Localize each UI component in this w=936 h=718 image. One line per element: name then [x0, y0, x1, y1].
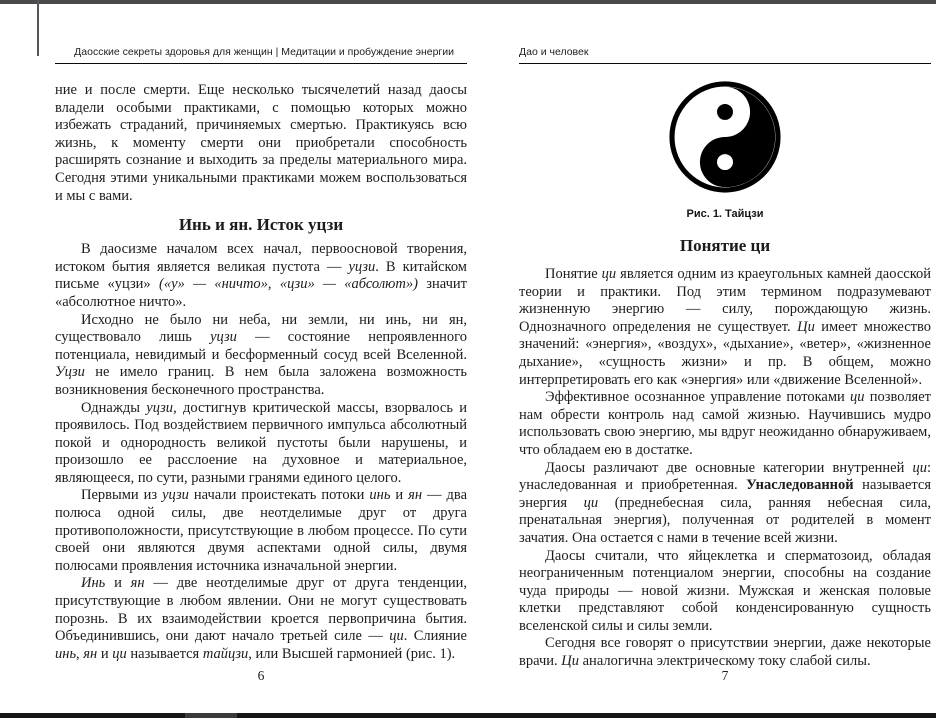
window-bottom-edge [0, 713, 936, 718]
body-paragraph: Даосы различают две основные категории внутренней ци: унаследованная и приобретенная. Унаследованной называется энергия ци (преднебесная сила, ранняя небесная сила, пренатальная энергия), полученная от родителей в момент зачатия. Она остается с нами в течение всей жизни. [519, 459, 932, 546]
body-paragraph: Исходно не было ни неба, ни земли, ни инь, ни ян, существовало лишь уцзи — состояние непроявленного потенциала, невидимый и бесформенный сосуд всей Вселенной. Уцзи не имело границ. В нем была заложена возможность возникновения бесконечного пространства. [55, 311, 467, 398]
body-paragraph: Инь и ян — две неотделимые друг от друга тенденции, присутствующие в любом явлении. Они не могут существовать порознь. В их взаимодействии кроется первопричина бытия. Объединившись, они дают начало третьей силе — ци. Слияние инь, ян и ци называется тайцзи, или Высшей гармонией (рис. 1). [55, 575, 468, 662]
window-top-edge [0, 0, 936, 4]
right-page [519, 46, 931, 671]
running-head-left: Даосские секреты здоровья для женщин | Медитации и пробуждение энергии [55, 46, 467, 64]
left-page-body [55, 82, 467, 663]
body-paragraph: Однажды уцзи, достигнув критической массы, взорвалось и проявилось. Под воздействием первичного импульса абсолютный покой и однородность великой пустоты были нарушены, и произошло ее расслоение на духовное и материальное, являющееся, по сути, разными гранями единого целого. [55, 399, 468, 486]
body-paragraph: Первыми из уцзи начали проистекать потоки инь и ян — два полюса одной силы, две неотделимые друг от друга противоположности, присутствующие в любом процессе. По сути своей они являются двумя аспектами одной силы, двумя полюсами проявления источника изначальной энергии. [55, 487, 467, 574]
yin-yang-icon [668, 80, 782, 194]
body-paragraph: Даосы считали, что яйцеклетка и сперматозоид, обладая неограниченным потенциалом энергии, способны на создание чуда природы — новой жизни. Мужская и женская половые клетки представляют собой конденсированную сущность вселенской силы и силы земли. [519, 547, 931, 634]
body-paragraph: Сегодня все говорят о присутствии энергии, даже некоторые врачи. Ци аналогична электрическому току слабой силы. [519, 635, 931, 670]
figure-caption: Рис. 1. Тайцзи [686, 208, 764, 220]
body-paragraph: В даосизме началом всех начал, первоосновой творения, истоком бытия является великая пустота — уцзи. В китайском письме «уцзи» («у» — «ничто», «цзи» — «абсолют») значит «абсолютное ничто». [55, 241, 467, 310]
body-paragraph: ние и после смерти. Еще несколько тысячелетий назад даосы владели особыми практиками, с помощью которых можно избежать страданий, причиняемых смертью. Практикуясь всю жизнь, к моменту смерти они приобретали способность расширять сознание и выходить за пределы материального мира. Сегодня этими уникальными практиками можем воспользоваться и мы с вами. [55, 82, 467, 204]
left-page [55, 46, 467, 663]
window-bottom-edge-accent [185, 713, 237, 718]
body-paragraph: Понятие ци является одним из краеугольных камней даосской теории и практики. Под этим термином подразумевают жизненную энергию — силу, порождающую жизнь. Однозначного определения не существует. Ци имеет множество значений: «энергия», «воздух», «дыхание», «ветер», «жизненное дыхание», «сущность жизни» и пр. В общем, можно интерпретировать его как «энергия» или «движение Вселенной». [519, 266, 932, 388]
section-heading-yin-yang: Инь и ян. Исток уцзи [178, 215, 344, 235]
running-head-right: Дао и человек [519, 46, 931, 64]
right-page-body [519, 266, 931, 671]
page-number-right: 7 [721, 668, 729, 683]
page-scan-edge-mark [37, 0, 39, 56]
page-number-left: 6 [257, 668, 265, 683]
body-paragraph: Эффективное осознанное управление потоками ци позволяет нам обрести контроль над самой жизнью. Научившись мудро использовать свою энергию, мы вдруг неожиданно обнаруживаем, что обладаем ею в достатке. [519, 389, 931, 458]
section-heading-qi: Понятие ци [679, 236, 771, 255]
figure-taiji [519, 80, 931, 220]
